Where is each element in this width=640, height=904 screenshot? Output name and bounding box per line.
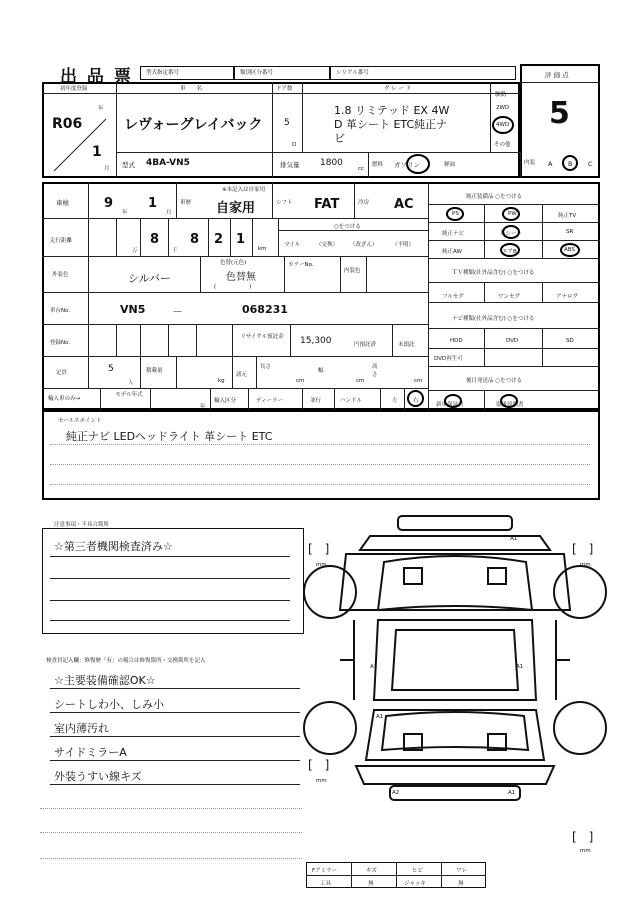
mileage-d2: 2 [214,232,224,247]
handle-label: ハンドル [340,398,363,404]
interior-c: C [588,160,593,168]
mileage-unknown: （不明） [392,242,415,248]
interior-label: 内装 [524,160,536,166]
later-record-circle [500,394,518,408]
legend-r0: 工具 [320,881,332,887]
light-oil-label: 軽油 [444,162,456,168]
mark-rear-a2: A2 [392,790,400,796]
usage-label: 車歴 [180,200,192,206]
mileage-mile: マイル [284,242,301,248]
drive-other: その他 [494,142,511,148]
capacity-value: 5 [108,364,114,374]
chassis-prefix: VN5 [120,303,146,316]
opt-ps-circle [446,207,464,221]
model-year-unit: 年 [200,404,206,410]
navi-dvd-play: DVD再生可 [434,356,463,362]
reg-month-unit: 月 [104,166,110,172]
tv-analog: アナログ [556,294,579,300]
sales-label: セールスポイント [58,418,102,424]
doors-value: 5 [284,118,290,128]
inspection-month: 1 [148,196,158,211]
size-width-unit: cm [356,378,365,384]
recycle-status: 円預託済 [354,342,377,348]
mm-fr: mm [580,562,591,568]
mark-side-a1: A1 [376,714,384,720]
carname-label: 車 名 [180,86,203,92]
bracket-fr: [ ] [572,542,594,556]
interior-a: A [548,160,553,168]
interior-b: B [568,160,573,168]
inspector-line-5: 外装うすい線キズ [54,770,142,783]
drive-4wd-circle [492,116,514,134]
size-label: 諸元 [236,372,248,378]
chassis-dash: － [172,305,183,318]
inspection-label: 車検 [56,199,69,207]
mark-rear-a1: A1 [508,790,516,796]
opt-airbag: エアB [502,249,517,255]
mileage-d3: 1 [236,232,246,247]
bracket-fl: [ ] [308,542,330,556]
chassis-label: 車台No. [50,308,71,314]
doors-unit: D [292,142,297,148]
size-height-unit: cm [414,378,423,384]
legend-h2: ヒビ [412,868,424,874]
opt-leather: 革シート [500,231,523,237]
dealer-label: ディーラー [256,398,284,404]
displacement-unit: cc [358,166,365,172]
grade-label: グ レ ー ド [384,86,412,92]
tv-fullseg: フルセグ [442,294,464,300]
opt-ps: PS [452,211,459,217]
inspection-month-unit: 月 [166,210,172,216]
mm-rl: mm [316,778,327,784]
opt-aw: 純正AW [442,249,462,255]
grade-line1: 1.8 リミテッド EX 4W [334,104,450,117]
usage-value: 自家用 [216,201,256,216]
later-manual: 新車保証書 [436,402,464,408]
inspector-line-3: 室内薄汚れ [54,722,109,735]
bracket-rr: [ ] [572,830,594,844]
mileage-man: 8 [150,232,160,247]
capacity-unit: 人 [128,380,134,386]
navi-sd: SD [566,338,574,344]
color-no-label: カラーNo. [288,262,314,268]
size-width: 幅 [318,368,324,374]
legend-h0: Fアミラー [312,868,338,874]
mark-left-a1: A1 [370,664,378,670]
handle-right: 右 [413,398,419,404]
model-year-label: モデル年式 [115,392,143,398]
color-label: 外装色 [52,272,69,278]
model-label: 型式 [122,161,135,169]
score-label: 評 価 点 [545,71,569,79]
score-value: 5 [549,96,570,131]
ac-value: AC [394,197,414,212]
navi-hdd: HDD [450,338,463,344]
legend-h3: ワレ [456,868,468,874]
later-record: 取扱説明書 [496,402,524,408]
drive-2wd: 2WD [496,105,510,111]
sales-point-box [42,410,600,500]
shift-label: シフト [276,200,293,206]
serial-label: シリアル番号 [336,70,369,76]
later-title: 後日発送品 ○をつける [466,378,523,384]
mileage-d1: 8 [190,232,200,247]
parallel-label: 並行 [310,398,322,404]
interior-b-circle [562,155,578,171]
tv-type-title: ＴＶ種類(社外品含む) ○をつける [452,270,535,276]
mileage-tampered: （改ざん） [350,242,378,248]
handle-right-circle [407,390,424,407]
drive-4wd: 4WD [496,122,510,128]
carname-value: レヴォーグレイバック [124,117,263,133]
load-unit: kg [218,378,225,384]
legend-r1: 無 [368,881,374,887]
mileage-swap: （交換） [316,242,339,248]
model-value: 4BA-VN5 [146,158,190,168]
recycle-unpaid: 未預託 [398,342,415,348]
mileage-man-unit: 万 [132,248,138,254]
reg-month: 1 [92,144,102,160]
opt-pw: PW [508,211,517,217]
capacity-label: 定員 [56,370,68,376]
opt-abs: ABS [564,247,575,253]
reg-year: R06 [52,116,83,132]
grade-line2: D 革シート ETC純正ナ [334,118,448,131]
mileage-label: 走行距離 [50,238,73,244]
inspector-line-1: ☆主要装備確認OK☆ [54,674,156,687]
color-change-value: 色替無 [226,272,256,283]
sales-text: 純正ナビ LEDヘッドライト 革シート ETC [66,430,273,443]
color-value: シルバー [128,272,171,285]
first-reg-label: 初年度登録 [60,86,88,92]
mileage-km: km [258,246,267,252]
opt-navi: 純正ナビ [442,231,465,237]
opt-airbag-circle [500,243,520,257]
opt-sr: SR [566,229,574,235]
ac-label: 冷房 [358,200,370,206]
genuine-title: 純正装備品 ○をつける [466,194,523,200]
color-change-label: 色替(元色) [220,260,247,266]
size-length: 長さ [260,364,272,370]
caution-line1: ☆第三者機関検査済み☆ [54,540,173,553]
car-diagram [300,510,610,810]
reg-year-unit: 年 [98,106,104,112]
displacement-label: 排気量 [280,161,300,169]
import-type-label: 輸入区分 [214,398,237,404]
later-manual-circle [444,394,462,408]
inspection-year-unit: 年 [122,210,128,216]
legend-r2: ジャッキ [404,881,426,887]
mark-right-a1: A1 [516,664,524,670]
model-cert-label: 型式指定番号 [146,70,180,76]
drive-label: 駆動 [495,92,507,98]
fuel-circle [406,154,430,174]
opt-pw-circle [502,207,520,221]
inspector-line-2: シートしわ小、しみ小 [54,698,164,711]
shift-value: FAT [314,197,340,212]
opt-leather-circle [500,225,523,239]
bracket-rl: [ ] [308,758,330,772]
displacement-value: 1800 [320,158,343,168]
caution-label: 注意事項・不具合箇所 [54,522,110,528]
tv-oneseg: ワンセグ [498,294,521,300]
fuel-label: 燃料 [372,162,384,168]
regno-label: 登録No. [50,340,71,346]
mileage-note: ○をつける [334,224,361,230]
interior-color-label: 内装色 [344,268,361,274]
recycle-value: 15,300 [300,336,332,346]
grade-line3: ビ [334,132,345,145]
legend-r3: 無 [458,881,464,887]
class-label: 類別区分番号 [240,70,274,76]
import-label: 輸入車のみ→ [48,396,81,402]
legend-h1: キズ [366,868,377,874]
inspector-line-4: サイドミラーA [54,746,127,759]
chassis-number: 068231 [242,303,288,316]
load-label: 積載量 [146,368,163,374]
size-length-unit: cm [296,378,305,384]
navi-dvd: DVD [506,338,519,344]
mark-front-a1: A1 [510,536,518,542]
mm-fl: mm [316,562,327,568]
fuel-value: ガソリン [394,161,420,169]
mileage-sen-unit: 千 [172,248,178,254]
navi-type-title: ナビ種類(社外品含む) ○をつける [452,316,535,322]
doors-label: ドア数 [276,86,293,92]
inspector-label: 検査員記入欄：修復歴「有」の場合は修復箇所・交換箇所を記入 [46,658,206,664]
handle-left: 左 [392,398,398,404]
opt-tv: 純正TV [558,213,577,219]
form-title: 出 品 票 [60,67,133,87]
usage-note: ※未記入は自家用 [222,187,266,193]
opt-abs-circle [560,243,580,257]
mm-rr: mm [580,848,591,854]
recycle-label: リサイクル預託金 [240,334,284,340]
color-change-paren: ( ) [214,284,252,290]
size-height: 高さ [372,364,378,378]
inspection-year: 9 [104,196,114,211]
